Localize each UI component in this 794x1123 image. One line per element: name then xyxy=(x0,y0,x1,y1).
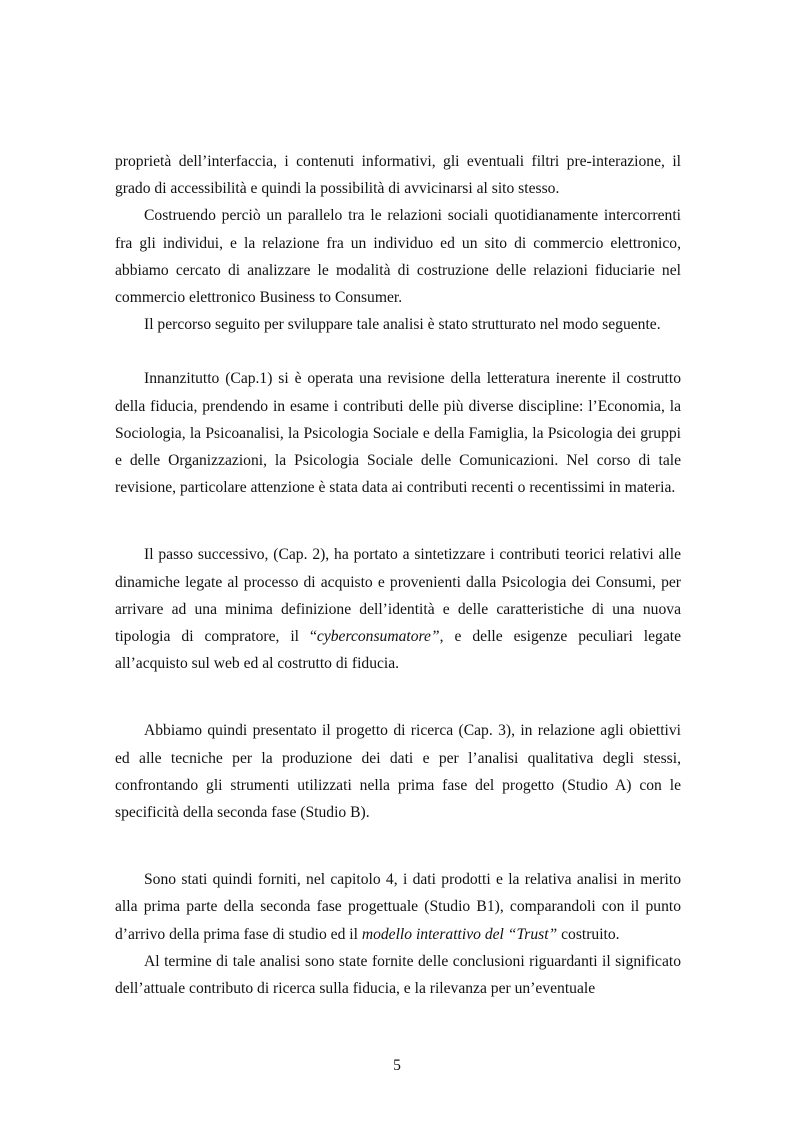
paragraph-cap2-text: Il passo successivo, (Cap. 2), ha portato a sintetizzare i contributi teorici relativi alle dinamiche legate al processo di acquisto e provenienti dalla Psicologia dei Consumi, per arrivare ad una minima definizione dell’identità e delle caratteristiche di una nuova tipologia di compratore, il “ xyxy=(115,546,681,646)
paragraph-cap2 xyxy=(115,541,681,677)
paragraph-cap4-text: Sono stati quindi forniti, nel capitolo 4, i dati prodotti e la relativa analisi in merito alla prima parte della seconda fase progettuale (Studio B1), comparandoli con il punto d’arrivo della prima fase di studio ed il xyxy=(115,871,681,943)
paragraph-cap4-text-end: costruito. xyxy=(557,925,620,943)
paragraph-cap1: Innanzitutto (Cap.1) si è operata una revisione della letteratura inerente il costrutto della fiducia, prendendo in esame i contributi delle più diverse discipline: l’Economia, la Sociologia, la Psicoanalisi, la Psicologia Sociale e della Famiglia, la Psicologia dei gruppi e delle Organizzazioni, la Psicologia Sociale delle Comunicazioni. Nel corso di tale revisione, particolare attenzione è stata data ai contributi recenti o recentissimi in materia. xyxy=(115,370,681,497)
paragraph-parallelo: Costruendo perciò un parallelo tra le relazioni sociali quotidianamente intercorrenti fra gli individui, e la relazione fra un individuo ed un sito di commercio elettronico, abbiamo cercato di analizzare le modalità di costruzione delle relazioni fiduciarie nel commercio elettronico Business to Consumer. xyxy=(115,207,681,307)
paragraph-cap2-text-end: , e delle esigenze peculiari legate all’acquisto sul web ed al costrutto di fiducia. xyxy=(115,628,681,673)
paragraph-cap4 xyxy=(115,866,681,948)
body-text xyxy=(115,148,681,1002)
paragraph-percorso: Il percorso seguito per sviluppare tale analisi è stato strutturato nel modo seguente. xyxy=(144,316,661,334)
page-number: 5 xyxy=(393,1057,401,1074)
paragraph-continuation: proprietà dell’interfaccia, i contenuti informativi, gli eventuali filtri pre-interazione, il grado di accessibilità e quindi la possibilità di avvicinarsi al sito stesso. xyxy=(115,153,681,198)
emphasis-modello-trust: modello interattivo del “Trust” xyxy=(361,925,558,943)
paragraph-cap3: Abbiamo quindi presentato il progetto di ricerca (Cap. 3), in relazione agli obiettivi ed alle tecniche per la produzione dei dati e per l’analisi qualitativa degli stessi, confrontando gli strumenti utilizzati nella prima fase del progetto (Studio A) con le specificità della seconda fase (Studio B). xyxy=(115,722,681,822)
paragraph-conclusioni: Al termine di tale analisi sono state fornite delle conclusioni riguardanti il significato dell’attuale contributo di ricerca sulla fiducia, e la rilevanza per un’eventuale xyxy=(115,952,681,998)
emphasis-cyberconsumatore: cyberconsumatore” xyxy=(316,628,440,646)
